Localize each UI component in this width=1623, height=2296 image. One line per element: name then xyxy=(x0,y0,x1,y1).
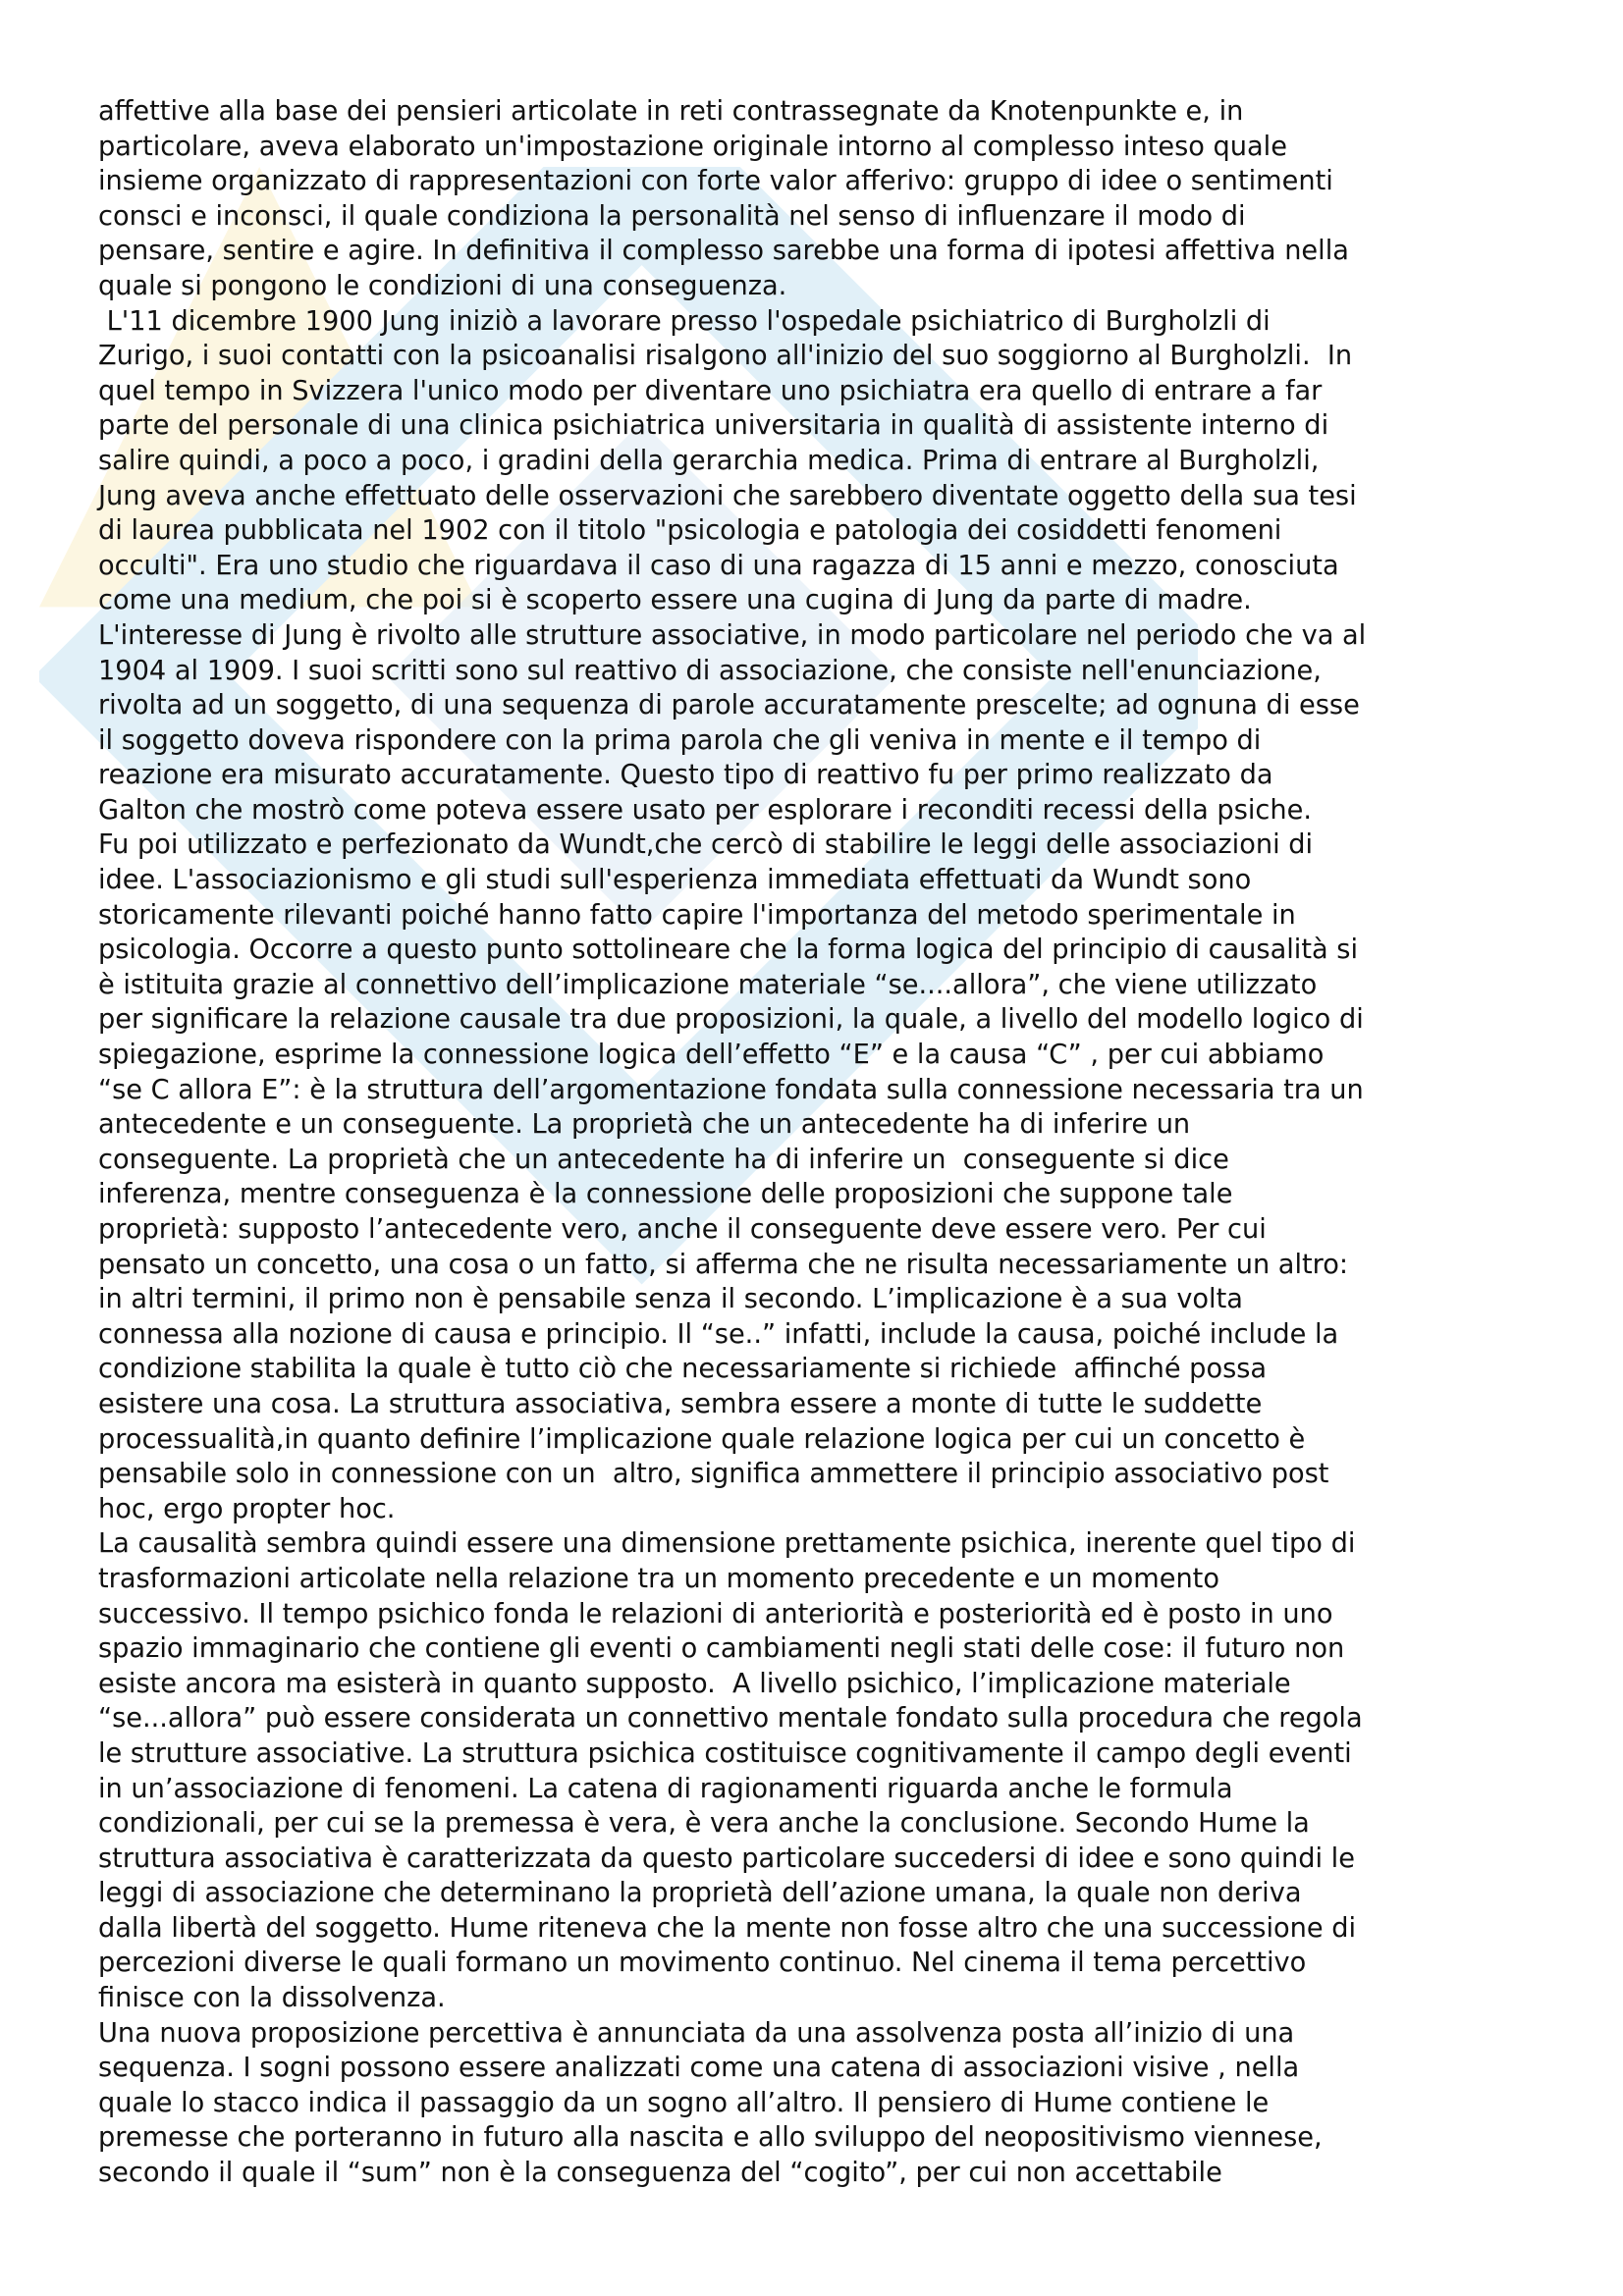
paragraph xyxy=(98,2016,1532,2191)
paragraph xyxy=(98,1526,1532,2015)
text-line: leggi di associazione che determinano la proprietà dell’azione umana, la quale non deriva xyxy=(98,1878,1302,1909)
text-line: “se C allora E”: è la struttura dell’argomentazione fondata sulla connessione necessaria tra un xyxy=(98,1074,1364,1105)
text-line: struttura associativa è caratterizzata da questo particolare succedersi di idee e sono quindi le xyxy=(98,1842,1355,1874)
text-line: trasformazioni articolate nella relazione tra un momento precedente e un momento xyxy=(98,1563,1219,1594)
text-line: parte del personale di una clinica psichiatrica universitaria in qualità di assistente interno di xyxy=(98,410,1329,442)
text-line: spiegazione, esprime la connessione logica dell’effetto “E” e la causa “C” , per cui abbiamo xyxy=(98,1040,1325,1071)
text-line: esiste ancora ma esisterà in quanto supposto. A livello psichico, l’implicazione materiale xyxy=(98,1668,1291,1699)
text-line: pensato un concetto, una cosa o un fatto, si afferma che ne risulta necessariamente un altro: xyxy=(98,1249,1349,1280)
text-line: le strutture associative. La struttura psichica costituisce cognitivamente il campo degli eventi xyxy=(98,1737,1352,1769)
text-line: sequenza. I sogni possono essere analizzati come una catena di associazioni visive , nella xyxy=(98,2053,1300,2084)
text-line: L'interesse di Jung è rivolto alle strutture associative, in modo particolare nel periodo che va al xyxy=(98,619,1367,651)
text-line: il soggetto doveva rispondere con la prima parola che gli veniva in mente e il tempo di xyxy=(98,724,1262,756)
paragraph xyxy=(98,304,1532,1527)
text-line: Jung aveva anche effettuato delle osservazioni che sarebbero diventate oggetto della sua tesi xyxy=(98,480,1357,511)
text-line: pensabile solo in connessione con un altro, significa ammettere il principio associativo post xyxy=(98,1459,1329,1490)
text-line: dalla libertà del soggetto. Hume riteneva che la mente non fosse altro che una successione di xyxy=(98,1912,1357,1944)
paragraph xyxy=(98,94,1532,304)
text-line: in altri termini, il primo non è pensabile senza il secondo. L’implicazione è a sua volta xyxy=(98,1284,1243,1315)
text-line: inferenza, mentre conseguenza è la connessione delle proposizioni che suppone tale xyxy=(98,1179,1233,1210)
text-line: antecedente e un conseguente. La proprietà che un antecedente ha di inferire un xyxy=(98,1109,1191,1141)
text-line: connessa alla nozione di causa e principio. Il “se..” infatti, include la causa, poiché include la xyxy=(98,1318,1339,1350)
text-line: “se...allora” può essere considerata un connettivo mentale fondato sulla procedura che regola xyxy=(98,1703,1363,1735)
text-line: successivo. Il tempo psichico fonda le relazioni di anteriorità e posteriorità ed è posto in uno xyxy=(98,1598,1333,1629)
text-line: affettive alla base dei pensieri articolate in reti contrassegnate da Knotenpunkte e, in xyxy=(98,96,1244,127)
text-line: quale si pongono le condizioni di una conseguenza. xyxy=(98,270,787,301)
text-line: Fu poi utilizzato e perfezionato da Wundt,che cercò di stabilire le leggi delle associazioni di xyxy=(98,829,1314,861)
text-line: condizionali, per cui se la premessa è vera, è vera anche la conclusione. Secondo Hume la xyxy=(98,1808,1310,1840)
text-line: salire quindi, a poco a poco, i gradini della gerarchia medica. Prima di entrare al Burgholzli, xyxy=(98,445,1320,476)
text-line: conseguente. La proprietà che un antecedente ha di inferire un conseguente si dice xyxy=(98,1144,1229,1175)
text-line: quale lo stacco indica il passaggio da un sogno all’altro. Il pensiero di Hume contiene le xyxy=(98,2087,1270,2118)
text-line: 1904 al 1909. I suoi scritti sono sul reattivo di associazione, che consiste nell'enunciazione, xyxy=(98,655,1322,686)
text-line: secondo il quale il “sum” non è la conseguenza del “cogito”, per cui non accettabile xyxy=(98,2158,1222,2189)
text-line: rivolta ad un soggetto, di una sequenza di parole accuratamente prescelte; ad ognuna di esse xyxy=(98,690,1360,721)
text-line: insieme organizzato di rappresentazioni con forte valor afferivo: gruppo di idee o sentimenti xyxy=(98,166,1333,197)
text-line: storicamente rilevanti poiché hanno fatto capire l'importanza del metodo sperimentale in xyxy=(98,899,1296,931)
text-line: come una medium, che poi si è scoperto essere una cugina di Jung da parte di madre. xyxy=(98,585,1252,616)
text-line: particolare, aveva elaborato un'impostazione originale intorno al complesso inteso quale xyxy=(98,131,1287,162)
text-line: percezioni diverse le quali formano un movimento continuo. Nel cinema il tema percettivo xyxy=(98,1948,1307,1979)
text-line: condizione stabilita la quale è tutto ciò che necessariamente si richiede affinché possa xyxy=(98,1354,1268,1385)
text-line: finisce con la dissolvenza. xyxy=(98,1983,446,2014)
text-line: spazio immaginario che contiene gli eventi o cambiamenti negli stati delle cose: il futuro non xyxy=(98,1633,1345,1665)
text-line: La causalità sembra quindi essere una dimensione prettamente psichica, inerente quel tipo di xyxy=(98,1528,1356,1560)
text-line: consci e inconsci, il quale condiziona la personalità nel senso di influenzare il modo di xyxy=(98,200,1246,232)
text-line: è istituita grazie al connettivo dell’implicazione materiale “se....allora”, che viene utilizzato xyxy=(98,969,1318,1000)
text-line: quel tempo in Svizzera l'unico modo per diventare uno psichiatra era quello di entrare a far xyxy=(98,375,1323,406)
document-body xyxy=(98,94,1532,2191)
text-line: per significare la relazione causale tra due proposizioni, la quale, a livello del modello logico di xyxy=(98,1004,1364,1036)
text-line: di laurea pubblicata nel 1902 con il titolo "psicologia e patologia dei cosiddetti fenomeni xyxy=(98,515,1282,547)
text-line: L'11 dicembre 1900 Jung iniziò a lavorare presso l'ospedale psichiatrico di Burgholzli di xyxy=(98,305,1271,337)
text-line: in un’associazione di fenomeni. La catena di ragionamenti riguarda anche le formula xyxy=(98,1773,1233,1804)
text-line: pensare, sentire e agire. In definitiva il complesso sarebbe una forma di ipotesi affettiva nella xyxy=(98,236,1349,267)
text-line: hoc, ergo propter hoc. xyxy=(98,1493,396,1524)
text-line: Galton che mostrò come poteva essere usato per esplorare i reconditi recessi della psiche. xyxy=(98,794,1312,826)
text-line: Una nuova proposizione percettiva è annunciata da una assolvenza posta all’inizio di una xyxy=(98,2017,1295,2049)
text-line: reazione era misurato accuratamente. Questo tipo di reattivo fu per primo realizzato da xyxy=(98,760,1273,791)
text-line: psicologia. Occorre a questo punto sottolineare che la forma logica del principio di causalità si xyxy=(98,934,1359,966)
text-line: idee. L'associazionismo e gli studi sull'esperienza immediata effettuati da Wundt sono xyxy=(98,865,1252,896)
text-line: occulti". Era uno studio che riguardava il caso di una ragazza di 15 anni e mezzo, conosciuta xyxy=(98,550,1339,581)
text-line: Zurigo, i suoi contatti con la psicoanalisi risalgono all'inizio del suo soggiorno al Burgholzli. In xyxy=(98,341,1353,372)
text-line: esistere una cosa. La struttura associativa, sembra essere a monte di tutte le suddette xyxy=(98,1388,1263,1419)
text-line: premesse che porteranno in futuro alla nascita e allo sviluppo del neopositivismo viennese, xyxy=(98,2122,1323,2154)
text-line: processualità,in quanto definire l’implicazione quale relazione logica per cui un concetto è xyxy=(98,1423,1306,1455)
text-line: proprietà: supposto l’antecedente vero, anche il conseguente deve essere vero. Per cui xyxy=(98,1214,1267,1245)
